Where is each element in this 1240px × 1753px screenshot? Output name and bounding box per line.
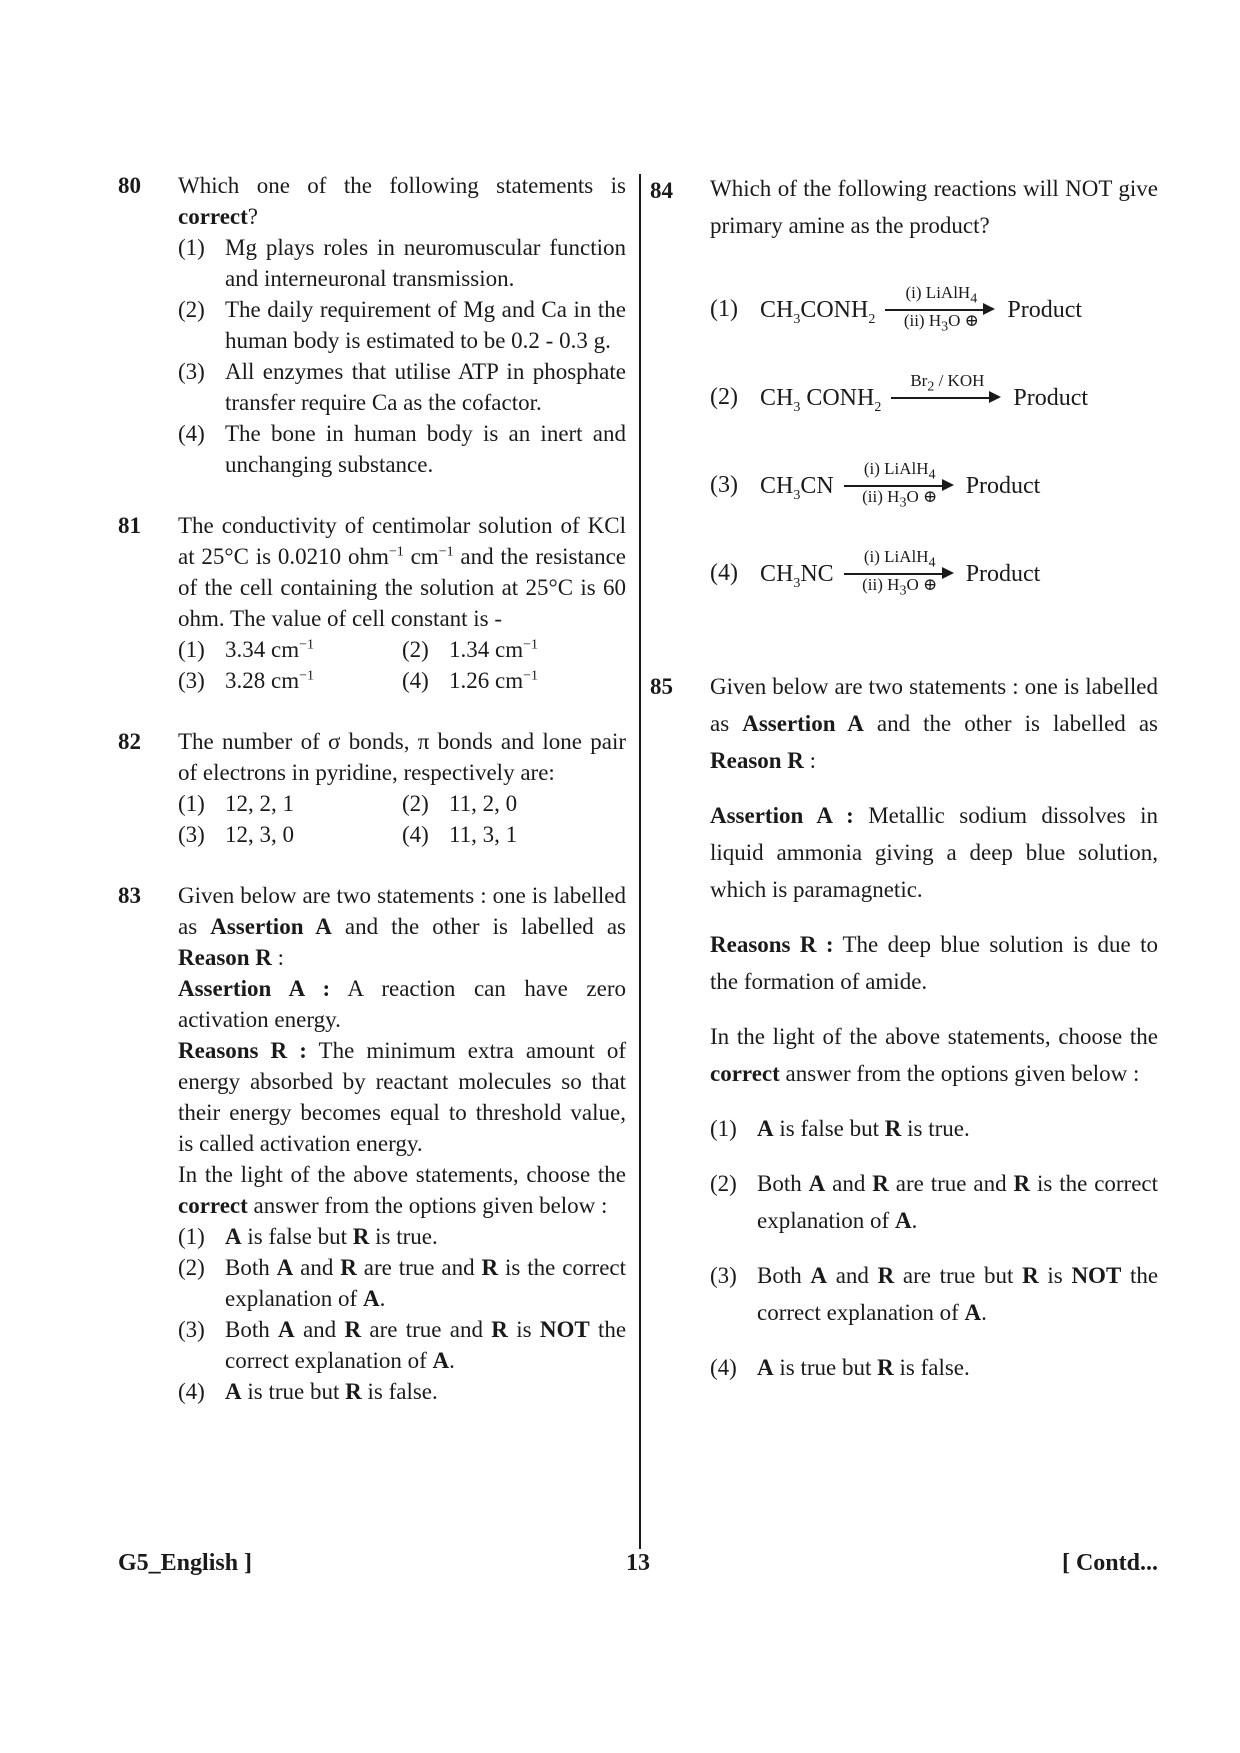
option-4: (4) A is true but R is false. <box>178 1379 438 1404</box>
reason: Reasons R : The minimum extra amount of energy absorbed by reactant molecules so that their energy becomes equal to threshold value, is called activation energy. <box>178 1038 627 1156</box>
question-82 <box>118 726 626 850</box>
option-2: (2) Both A and R are true and R is the correct explanation of A. <box>178 1255 627 1311</box>
option-2: (2) 11, 2, 0 <box>402 791 518 816</box>
option-2: (2) 1.34 $cm^{-1}$ <box>402 637 539 662</box>
question-81 <box>118 510 626 696</box>
option-4: (4) 11, 3, 1 <box>402 822 518 847</box>
reaction-3: (3) $CH_3CN$ (i) LiAlH$_4$ (ii) $H_3O$ ⊕ Product <box>710 459 1041 511</box>
right-column <box>650 170 1158 1386</box>
option-row <box>178 665 626 696</box>
reason: Reasons R : The deep blue solution is due to the formation of amide. <box>710 932 1158 994</box>
reagent-top: (i) LiAlH$_4$ <box>905 283 978 307</box>
reaction-arrow <box>844 459 956 511</box>
reagent-top: $Br_2$ / KOH <box>910 371 985 395</box>
assertion: Assertion A : Metallic sodium dissolves in liquid ammonia giving a deep blue solution, which is paramagnetic. <box>710 803 1158 902</box>
question-stem: Which one of the following statements is correct? <box>178 173 626 229</box>
question-number: 85 <box>650 674 673 699</box>
sigma-symbol: σ <box>328 729 341 754</box>
reagent-bottom: (ii) $H_3O$ ⊕ <box>862 575 938 599</box>
question-80 <box>118 170 626 480</box>
reaction-arrow <box>891 371 1003 421</box>
page-footer <box>118 1550 1158 1584</box>
product-label: Product <box>1013 385 1089 412</box>
column-divider <box>639 174 641 1549</box>
reagent-top: (i) LiAlH$_4$ <box>863 547 936 571</box>
product-label: Product <box>965 561 1041 588</box>
option-row <box>178 788 626 819</box>
option-1: (1) 3.34 $cm^{-1}$ <box>178 637 315 662</box>
option-4: (4) A is true but R is false. <box>710 1355 970 1380</box>
option-1: (1) Mg plays roles in neuromuscular function and interneuronal transmission. <box>178 235 626 291</box>
page-number: 13 <box>626 1550 650 1576</box>
reactant: $CH_3$ $CONH_2$ <box>760 385 882 416</box>
instruction: In the light of the above statements, choose the correct answer from the options given below : <box>178 1162 626 1218</box>
reaction-arrow <box>885 283 997 335</box>
option-3: (3) Both A and R are true and R is NOT the correct explanation of A. <box>178 1317 627 1373</box>
question-intro: Given below are two statements : one is labelled as Assertion A and the other is labelled as Reason R : <box>710 674 1158 773</box>
question-85 <box>650 668 1158 1386</box>
option-3: (3) 12, 3, 0 <box>178 822 294 847</box>
option-2: (2) The daily requirement of Mg and Ca in the human body is estimated to be 0.2 - 0.3 g. <box>178 297 626 353</box>
question-stem: Which of the following reactions will NOT give primary amine as the product? <box>710 176 1158 238</box>
option-3: (3) Both A and R are true but R is NOT the correct explanation of A. <box>710 1263 1159 1325</box>
question-number: 82 <box>118 729 141 754</box>
question-stem: The conductivity of centimolar solution of KCl at 25°C is 0.0210 ohm$^{-1}$ $cm^{-1}$ and the resistance of the cell containing the solution at 25°C is 60 ohm. The value of cell constant is - <box>178 513 627 631</box>
instruction: In the light of the above statements, choose the correct answer from the options given below : <box>710 1024 1158 1086</box>
left-column <box>118 170 626 1407</box>
question-stem: The number of σ bonds, π bonds and lone pair of electrons in pyridine, respectively are: <box>178 729 627 785</box>
question-83 <box>118 880 626 1407</box>
arrow-head-icon <box>989 391 1001 403</box>
reagent-bottom: (ii) $H_3O$ ⊕ <box>903 311 979 335</box>
reactant: $CH_3NC$ <box>760 561 834 592</box>
question-intro: Given below are two statements : one is labelled as Assertion A and the other is labelled as Reason R : <box>178 883 626 970</box>
product-label: Product <box>1007 297 1083 324</box>
reaction-4: (4) $CH_3NC$ (i) LiAlH$_4$ (ii) $H_3O$ ⊕ Product <box>710 547 1041 599</box>
option-3: (3) 3.28 $cm^{-1}$ <box>178 668 315 693</box>
reagent-bottom: (ii) $H_3O$ ⊕ <box>862 487 938 511</box>
reactant: $CH_3CN$ <box>760 473 834 504</box>
reactant: $CH_3CONH_2$ <box>760 297 876 328</box>
option-1: (1) A is false but R is true. <box>710 1116 970 1141</box>
option-row <box>178 634 626 665</box>
option-row <box>178 819 626 850</box>
option-1: (1) 12, 2, 1 <box>178 791 294 816</box>
assertion: Assertion A : A reaction can have zero activation energy. <box>178 976 626 1032</box>
continued-label: [ Contd... <box>1061 1550 1158 1576</box>
question-number: 84 <box>650 178 673 203</box>
question-number: 83 <box>118 883 141 908</box>
option-4: (4) 1.26 $cm^{-1}$ <box>402 668 539 693</box>
reaction-2: (2) $CH_3$ $CONH_2$ $Br_2$ / KOH Product <box>710 374 1158 420</box>
question-number: 81 <box>118 513 141 538</box>
option-4: (4) The bone in human body is an inert and unchanging substance. <box>178 421 626 477</box>
option-3: (3) All enzymes that utilise ATP in phosphate transfer require Ca as the cofactor. <box>178 359 626 415</box>
option-1: (1) A is false but R is true. <box>178 1224 438 1249</box>
question-84 <box>650 170 1158 599</box>
reagent-top: (i) LiAlH$_4$ <box>863 459 936 483</box>
pi-symbol: π <box>417 729 430 754</box>
option-2: (2) Both A and R are true and R is the correct explanation of A. <box>710 1171 1159 1233</box>
booklet-code: G5_English ] <box>118 1550 253 1576</box>
reaction-arrow <box>844 547 956 599</box>
product-label: Product <box>965 473 1041 500</box>
question-number: 80 <box>118 173 141 198</box>
reaction-1: (1) $CH_3CONH_2$ (i) LiAlH$_4$ (ii) $H_3O$ ⊕ Product <box>710 283 1083 335</box>
